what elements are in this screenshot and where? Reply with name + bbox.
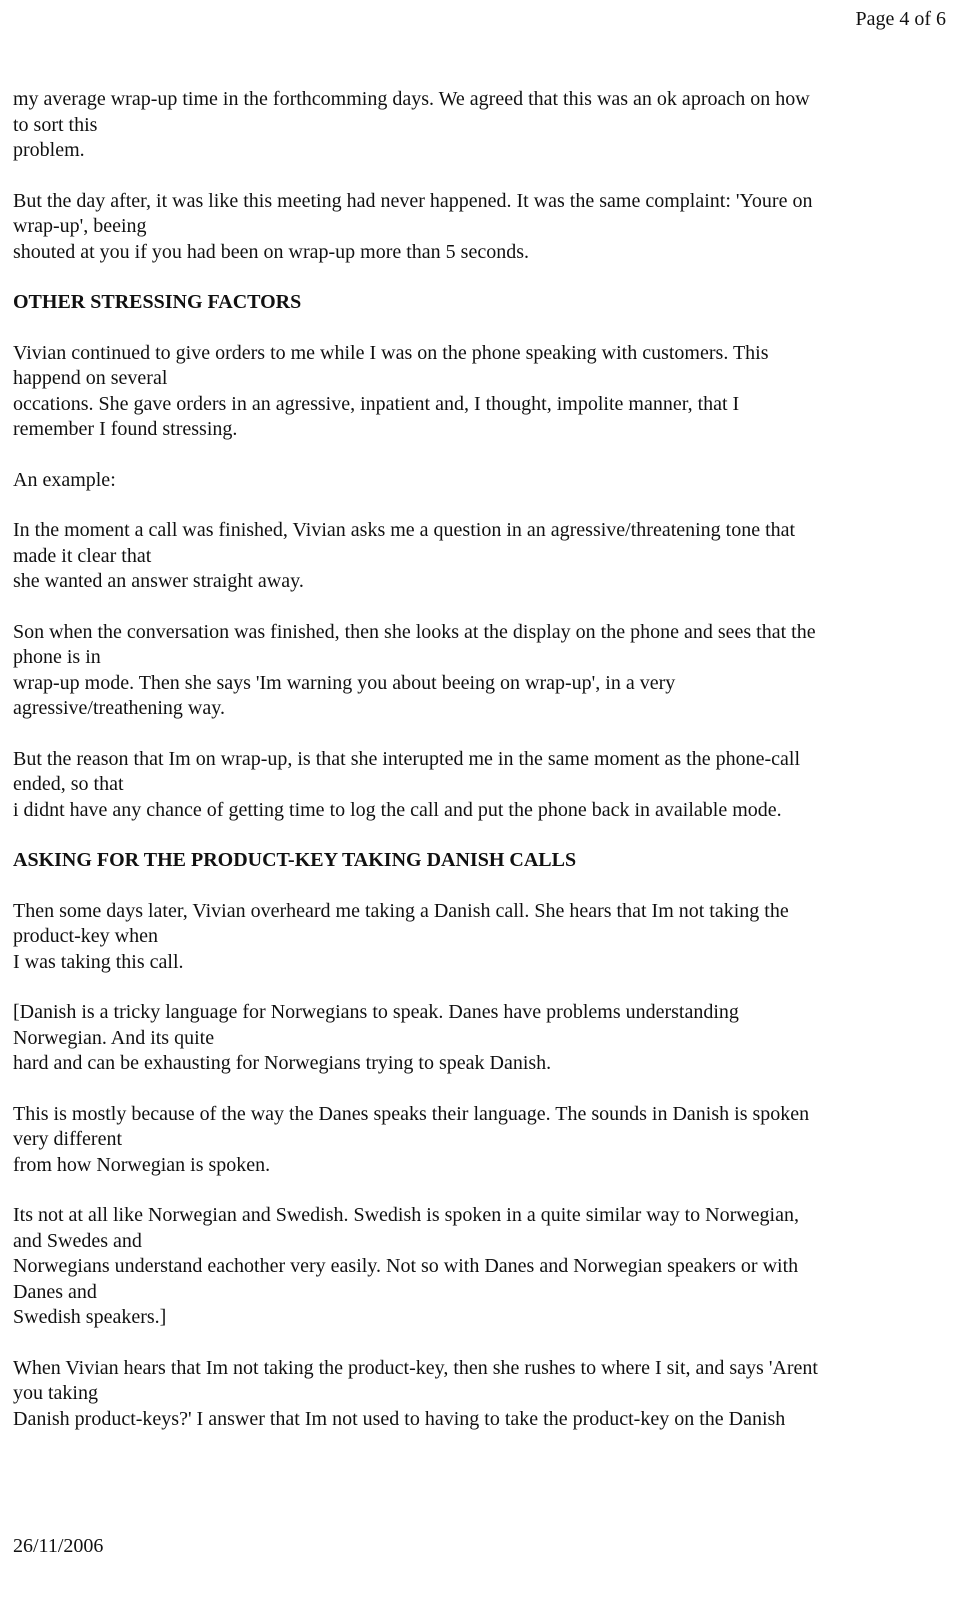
- text-line: I was taking this call.: [13, 950, 184, 973]
- text-line: This is mostly because of the way the Danes speaks their language. The sounds in Danish is spoken: [13, 1102, 810, 1125]
- text-line: from how Norwegian is spoken.: [13, 1153, 271, 1176]
- section-1-paragraphs: [13, 341, 943, 824]
- document-body: [13, 87, 943, 1432]
- text-line: very different: [13, 1128, 123, 1150]
- text-line: shouted at you if you had been on wrap-up more than 5 seconds.: [13, 240, 529, 263]
- text-line: happend on several: [13, 367, 168, 389]
- text-line: Norwegian. And its quite: [13, 1026, 215, 1049]
- paragraph: [13, 518, 943, 595]
- text-line: you taking: [13, 1382, 98, 1404]
- paragraph: [13, 87, 943, 164]
- text-line: my average wrap-up time in the forthcomming days. We agreed that this was an ok aproach on how: [13, 88, 810, 110]
- text-line: agressive/treathening way.: [13, 697, 225, 719]
- text-line: wrap-up mode. Then she says 'Im warning you about beeing on wrap-up', in a very: [13, 671, 676, 694]
- text-line: Then some days later, Vivian overheard me taking a Danish call. She hears that Im not taking the: [13, 899, 789, 922]
- text-line: ended, so that: [13, 773, 124, 795]
- text-line: phone is in: [13, 646, 101, 668]
- text-line: Its not at all like Norwegian and Swedish. Swedish is spoken in a quite similar way to Norwegian,: [13, 1204, 799, 1226]
- page-number: Page 4 of 6: [855, 8, 946, 30]
- intro-paragraphs: [13, 87, 943, 265]
- text-line: Norwegians understand eachother very easily. Not so with Danes and Norwegian speakers or with: [13, 1255, 799, 1277]
- paragraph: [13, 1102, 943, 1179]
- section-heading-product-key-danish-calls: ASKING FOR THE PRODUCT-KEY TAKING DANISH CALLS: [13, 849, 577, 871]
- text-line: i didnt have any chance of getting time to log the call and put the phone back in available mode.: [13, 798, 782, 821]
- text-line: Danes and: [13, 1280, 97, 1303]
- text-line: In the moment a call was finished, Vivian asks me a question in an agressive/threatening tone that: [13, 519, 796, 541]
- paragraph: [13, 899, 943, 976]
- footer-date: 26/11/2006: [13, 1535, 104, 1557]
- text-line: But the reason that Im on wrap-up, is that she interupted me in the same moment as the phone-call: [13, 747, 801, 770]
- text-line: Vivian continued to give orders to me while I was on the phone speaking with customers. This: [13, 341, 769, 364]
- text-line: Danish product-keys?' I answer that Im not used to having to take the product-key on the Danish: [13, 1407, 786, 1430]
- text-line: Swedish speakers.]: [13, 1306, 167, 1328]
- paragraph: [13, 1000, 943, 1077]
- text-line: Son when the conversation was finished, then she looks at the display on the phone and sees that the: [13, 620, 816, 643]
- paragraph: [13, 1203, 943, 1331]
- text-line: [Danish is a tricky language for Norwegians to speak. Danes have problems understanding: [13, 1001, 739, 1023]
- text-line: An example:: [13, 468, 116, 491]
- paragraph: [13, 189, 943, 266]
- section-2-paragraphs: [13, 899, 943, 1433]
- text-line: to sort this: [13, 113, 98, 136]
- paragraph: [13, 1356, 943, 1433]
- text-line: she wanted an answer straight away.: [13, 570, 304, 592]
- text-line: But the day after, it was like this meeting had never happened. It was the same complaint: 'Youre on: [13, 189, 813, 212]
- text-line: remember I found stressing.: [13, 418, 238, 440]
- text-line: occations. She gave orders in an agressive, inpatient and, I thought, impolite manner, that I: [13, 392, 740, 415]
- text-line: product-key when: [13, 925, 158, 947]
- text-line: hard and can be exhausting for Norwegians trying to speak Danish.: [13, 1052, 552, 1074]
- text-line: problem.: [13, 139, 85, 161]
- section-heading-other-stressing-factors: OTHER STRESSING FACTORS: [13, 291, 302, 313]
- text-line: and Swedes and: [13, 1229, 142, 1252]
- text-line: made it clear that: [13, 544, 152, 567]
- paragraph: [13, 468, 943, 494]
- paragraph: [13, 620, 943, 722]
- text-line: wrap-up', beeing: [13, 215, 147, 237]
- paragraph: [13, 747, 943, 824]
- text-line: When Vivian hears that Im not taking the product-key, then she rushes to where I sit, and says 'Arent: [13, 1356, 818, 1379]
- paragraph: [13, 341, 943, 443]
